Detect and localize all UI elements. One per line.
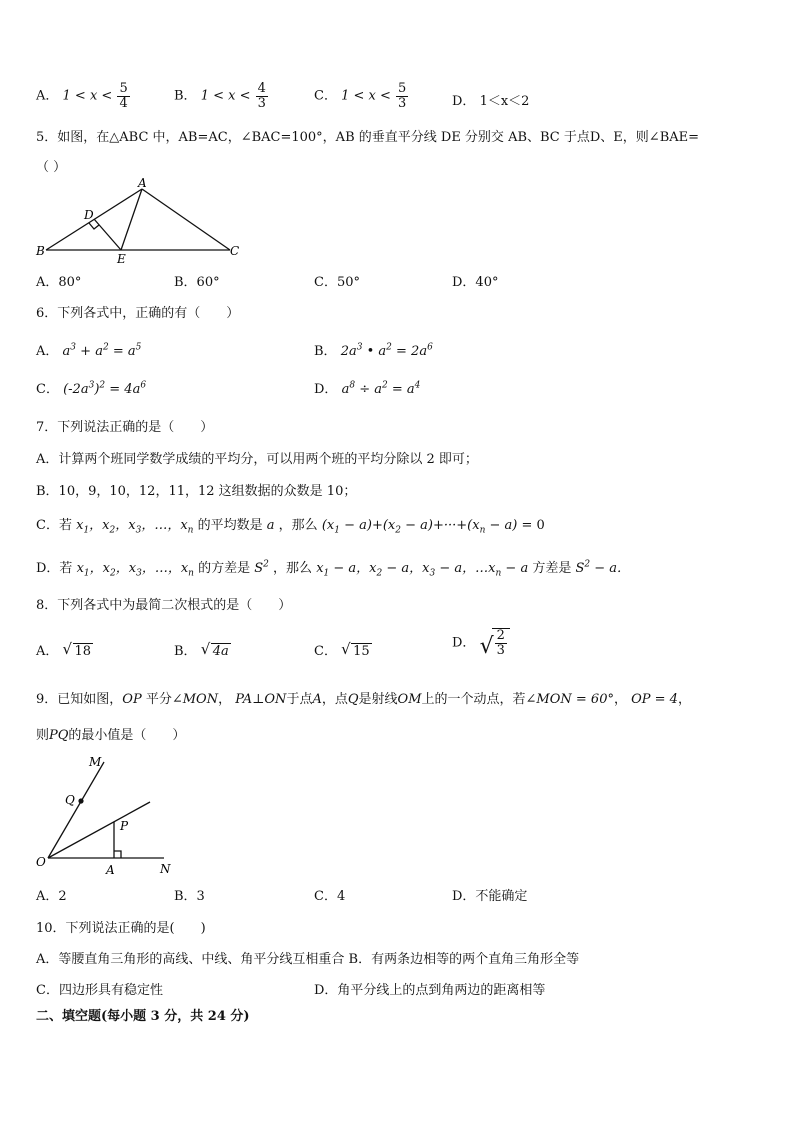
inequality-lhs: 1 < x < (341, 88, 391, 104)
right-angle-mark (114, 851, 121, 858)
option-label: A． (36, 88, 59, 104)
formula: $2a^3$ • $a^2 = 2a^6$ (340, 342, 433, 359)
segment-ac (142, 189, 230, 250)
label-p: P (120, 819, 129, 833)
option-label: D． (452, 635, 476, 651)
q6-option-d (314, 378, 420, 397)
formula: PQ (49, 728, 69, 743)
denominator: 3 (257, 95, 266, 111)
q8-option-c (314, 640, 372, 659)
square-root: √ 18 (62, 640, 92, 659)
text: 于点 (286, 692, 313, 707)
option-text: 1＜x＜2 (479, 94, 530, 109)
text: 是射线 (358, 692, 398, 707)
formula: A (312, 692, 322, 707)
inequality-lhs: 1 < x < (62, 88, 113, 104)
segment-de (94, 219, 121, 250)
formula: ∠MON = 60° (525, 692, 614, 707)
q10-option-d: D．角平分线上的点到角两边的距离相等 (314, 983, 546, 998)
option-label: C． (314, 644, 337, 659)
ray-op (48, 802, 150, 858)
numerator: 2 (496, 628, 505, 643)
inequality-lhs: 1 < x < (200, 88, 251, 104)
q4-option-a (36, 82, 131, 110)
formula: Q (347, 692, 359, 707)
text: D．若 (36, 561, 73, 576)
q10-option-c: C．四边形具有稳定性 (36, 983, 163, 998)
formula: a (266, 518, 275, 533)
denominator: 4 (119, 95, 128, 111)
text: 上的一个动点，若 (421, 692, 526, 707)
formula: PA⊥ON (235, 692, 287, 707)
q9-option-c: C．4 (314, 889, 346, 904)
text: 方差是 (532, 561, 572, 576)
q5-option-b: B．60° (174, 275, 220, 290)
label-a: A (138, 176, 147, 190)
formula: $S^2 - a$． (575, 559, 631, 576)
radicand: 15 (353, 644, 370, 659)
segment-ae (121, 189, 142, 250)
fraction (396, 82, 408, 110)
q4-option-c (314, 82, 409, 110)
formula: $(x_1 - a)+(x_2 - a)+\cdot\cdot\cdot+(x_n - a)$ (321, 518, 518, 536)
text: 的方差是 (198, 561, 251, 576)
q10-option-ab: A．等腰直角三角形的高线、中线、角平分线互相重合 B．有两条边相等的两个直角三角形全等 (36, 952, 580, 967)
formula: OM (397, 692, 422, 707)
point-q (78, 798, 83, 803)
option-label: D． (452, 94, 476, 109)
formula: ∠MON (171, 692, 219, 707)
formula: OP = 4 (631, 692, 678, 707)
text: 9．已知如图， (36, 692, 123, 707)
formula: $x_1 - a$，$x_2 - a$，$x_3 - a$，$\dots x_n - a$ (316, 561, 529, 579)
formula: $x_1$，$x_2$，$x_3$，…，$x_n$ (76, 561, 194, 579)
text: 的最小值是（ ） (68, 728, 186, 743)
q9-option-b: B．3 (174, 889, 205, 904)
formula: $x_1$，$x_2$，$x_3$，…，$x_n$ (76, 518, 194, 536)
label-a: A (106, 863, 115, 877)
option-label: A． (36, 344, 59, 359)
text: 平分 (145, 692, 172, 707)
q7-option-a: A．计算两个班同学数学成绩的平均分，可以用两个班的平均分除以 2 即可； (36, 452, 478, 467)
label-e: E (117, 252, 126, 265)
q6-stem: 6．下列各式中，正确的有（ ） (36, 306, 240, 321)
q5-answer-paren: （ ） (36, 160, 67, 175)
q9-stem-line1: 9．已知如图，OP 平分∠MON， PA⊥ON于点A，点Q是射线OM上的一个动点，若∠MON = 60°， OP = 4， (36, 692, 691, 707)
label-q: Q (65, 793, 75, 807)
denominator: 3 (398, 95, 407, 111)
text: C．若 (36, 518, 72, 533)
q8-stem: 8．下列各式中为最简二次根式的是（ ） (36, 598, 292, 613)
q5-stem: 5．如图，在△ABC 中，AB=AC，∠BAC=100°，AB 的垂直平分线 DE 分别交 AB、BC 于点D、E，则∠BAE= (36, 130, 700, 145)
q8-option-b (174, 640, 231, 659)
q4-option-b (174, 82, 269, 110)
fraction (495, 629, 507, 657)
numerator: 4 (257, 81, 266, 96)
q5-option-a: A．80° (36, 275, 82, 290)
q6-option-c (36, 378, 146, 397)
square-root: √ 15 (341, 640, 370, 659)
label-m: M (89, 755, 102, 769)
text: ，那么 (273, 561, 313, 576)
q7-option-d (36, 557, 631, 579)
label-n: N (160, 862, 171, 876)
q9-angle-figure (34, 752, 184, 880)
formula: $a^8 \div a^2 = a^4$ (341, 380, 421, 397)
fraction (117, 82, 129, 110)
q8-option-a (36, 640, 93, 659)
label-d: D (84, 208, 94, 222)
text: ，点 (321, 692, 348, 707)
q10-stem: 10．下列说法正确的是( ) (36, 921, 206, 936)
q7-option-c (36, 514, 545, 536)
text: = 0 (521, 518, 545, 533)
square-root: √ $\frac{2}{3}$ (480, 628, 510, 657)
q5-option-c: C．50° (314, 275, 360, 290)
radicand (492, 628, 510, 657)
formula: $S^2$ (254, 559, 269, 576)
radicand: 4a (212, 644, 229, 659)
formula: $(-2a^3)^2 = 4a^6$ (63, 380, 147, 397)
text: 则 (36, 728, 50, 743)
formula: OP (122, 692, 142, 707)
numerator: 5 (398, 81, 407, 96)
fraction (256, 82, 268, 110)
ray-om (48, 762, 104, 858)
text: ，那么 (278, 518, 318, 533)
square-root: √ 4a (200, 640, 229, 659)
label-b: B (36, 244, 45, 258)
denominator: 3 (496, 642, 505, 658)
option-label: D． (314, 382, 338, 397)
q5-triangle-figure (34, 175, 244, 265)
q5-option-d: D．40° (452, 275, 499, 290)
q6-option-b (314, 340, 433, 359)
label-c: C (230, 244, 240, 258)
option-label: C． (314, 88, 337, 104)
option-label: A． (36, 644, 59, 659)
q9-option-a: A．2 (36, 889, 67, 904)
numerator: 5 (119, 81, 128, 96)
option-label: B． (174, 644, 197, 659)
option-label: B． (314, 344, 337, 359)
text: 的平均数是 (197, 518, 263, 533)
q9-option-d: D．不能确定 (452, 889, 528, 904)
section-heading: 二、填空题(每小题 3 分，共 24 分) (36, 1009, 250, 1024)
q9-stem-line2 (36, 724, 185, 743)
q4-option-d (452, 90, 529, 109)
q7-stem: 7．下列说法正确的是（ ） (36, 420, 214, 435)
radicand: 18 (74, 644, 92, 659)
q6-option-a (36, 340, 141, 359)
label-o: O (36, 855, 46, 869)
option-label: C． (36, 382, 59, 397)
q7-option-b: B．10，9，10，12，11，12 这组数据的众数是 10； (36, 484, 357, 499)
q8-option-d (452, 628, 510, 657)
formula: $a^3 + a^2 = a^5$ (62, 342, 142, 359)
option-label: B． (174, 88, 197, 104)
